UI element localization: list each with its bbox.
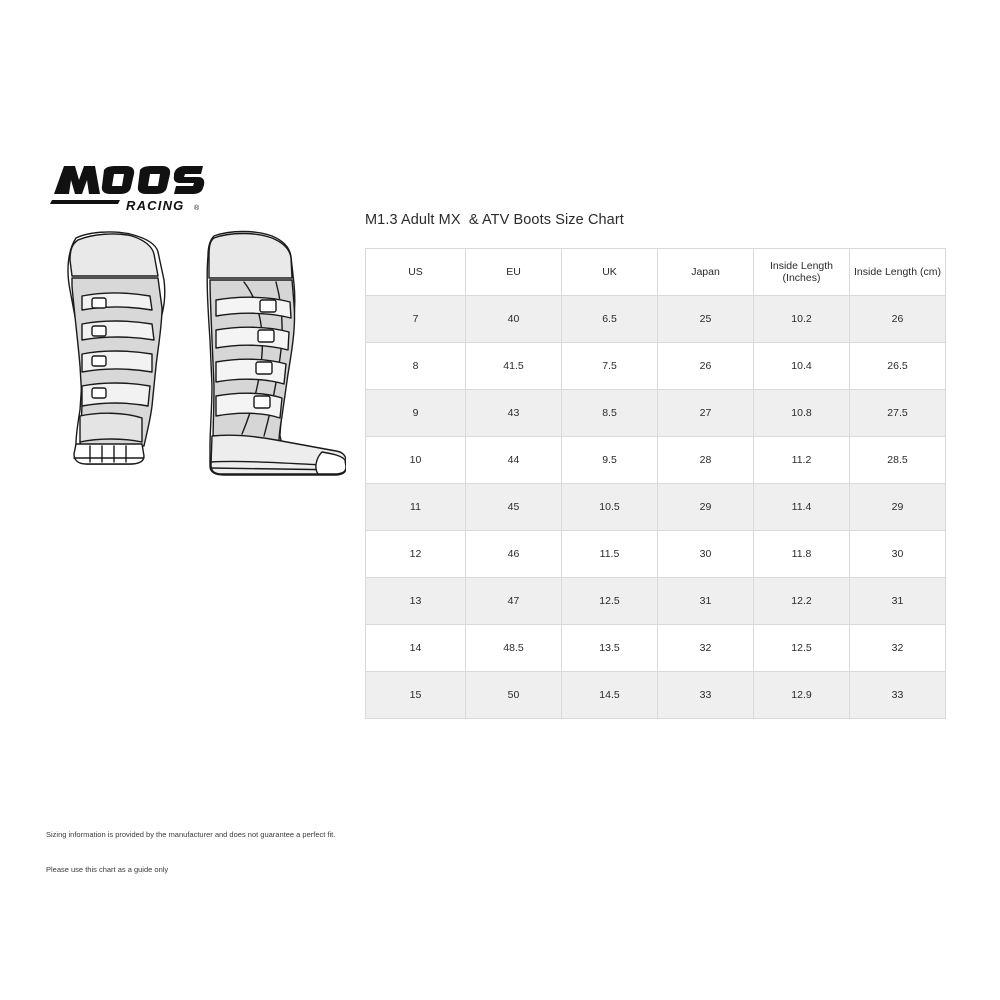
cell-uk: 14.5 — [562, 672, 658, 719]
cell-uk: 10.5 — [562, 484, 658, 531]
table-row — [366, 343, 946, 390]
cell-uk: 6.5 — [562, 296, 658, 343]
cell-cm: 29 — [850, 484, 946, 531]
table-header — [366, 249, 946, 296]
cell-inches: 10.4 — [754, 343, 850, 390]
cell-cm: 33 — [850, 672, 946, 719]
table-row — [366, 484, 946, 531]
footnote — [46, 806, 335, 899]
cell-cm: 28.5 — [850, 437, 946, 484]
size-chart-table — [365, 248, 946, 719]
cell-inches: 12.9 — [754, 672, 850, 719]
footnote-line-2: Please use this chart as a guide only — [46, 865, 169, 875]
cell-eu: 43 — [466, 390, 562, 437]
boots-illustration — [46, 230, 346, 480]
cell-japan: 31 — [658, 578, 754, 625]
cell-eu: 48.5 — [466, 625, 562, 672]
column-header-eu: EU — [466, 249, 562, 296]
cell-inches: 10.8 — [754, 390, 850, 437]
column-header-inside-length-cm: Inside Length (cm) — [850, 249, 946, 296]
table-row — [366, 531, 946, 578]
cell-japan: 26 — [658, 343, 754, 390]
cell-japan: 30 — [658, 531, 754, 578]
cell-eu: 45 — [466, 484, 562, 531]
cell-uk: 8.5 — [562, 390, 658, 437]
table-row — [366, 296, 946, 343]
cell-inches: 11.8 — [754, 531, 850, 578]
moose-racing-logo — [48, 160, 208, 220]
mx-boots-icon — [46, 230, 346, 480]
cell-inches: 11.4 — [754, 484, 850, 531]
cell-cm: 30 — [850, 531, 946, 578]
cell-inches: 10.2 — [754, 296, 850, 343]
cell-us: 8 — [366, 343, 466, 390]
moose-racing-logo-icon — [48, 160, 208, 220]
cell-inches: 12.5 — [754, 625, 850, 672]
cell-cm: 26.5 — [850, 343, 946, 390]
column-header-japan: Japan — [658, 249, 754, 296]
table-row — [366, 625, 946, 672]
table-row — [366, 390, 946, 437]
footnote-line-1: Sizing information is provided by the manufacturer and does not guarantee a perfect fit. — [46, 830, 336, 840]
cell-us: 13 — [366, 578, 466, 625]
cell-japan: 28 — [658, 437, 754, 484]
cell-cm: 32 — [850, 625, 946, 672]
cell-us: 7 — [366, 296, 466, 343]
cell-eu: 41.5 — [466, 343, 562, 390]
cell-us: 14 — [366, 625, 466, 672]
cell-inches: 12.2 — [754, 578, 850, 625]
page-title: M1.3 Adult MX & ATV Boots Size Chart — [365, 212, 624, 228]
cell-us: 12 — [366, 531, 466, 578]
cell-uk: 11.5 — [562, 531, 658, 578]
cell-japan: 33 — [658, 672, 754, 719]
logo-registered-mark: ® — [194, 205, 200, 212]
table-row — [366, 672, 946, 719]
cell-eu: 47 — [466, 578, 562, 625]
cell-us: 10 — [366, 437, 466, 484]
table-row — [366, 578, 946, 625]
cell-japan: 32 — [658, 625, 754, 672]
cell-uk: 12.5 — [562, 578, 658, 625]
table-row — [366, 437, 946, 484]
column-header-inside-length-inches: Inside Length (Inches) — [754, 249, 850, 296]
cell-uk: 7.5 — [562, 343, 658, 390]
cell-cm: 31 — [850, 578, 946, 625]
cell-eu: 46 — [466, 531, 562, 578]
cell-inches: 11.2 — [754, 437, 850, 484]
logo-racing-text: RACING — [126, 198, 185, 213]
cell-japan: 29 — [658, 484, 754, 531]
cell-us: 11 — [366, 484, 466, 531]
cell-us: 9 — [366, 390, 466, 437]
cell-eu: 50 — [466, 672, 562, 719]
cell-cm: 27.5 — [850, 390, 946, 437]
cell-uk: 9.5 — [562, 437, 658, 484]
cell-japan: 27 — [658, 390, 754, 437]
table-body — [366, 296, 946, 719]
column-header-us: US — [366, 249, 466, 296]
cell-eu: 44 — [466, 437, 562, 484]
cell-cm: 26 — [850, 296, 946, 343]
cell-eu: 40 — [466, 296, 562, 343]
table-header-row — [366, 249, 946, 296]
cell-japan: 25 — [658, 296, 754, 343]
cell-uk: 13.5 — [562, 625, 658, 672]
cell-us: 15 — [366, 672, 466, 719]
column-header-uk: UK — [562, 249, 658, 296]
